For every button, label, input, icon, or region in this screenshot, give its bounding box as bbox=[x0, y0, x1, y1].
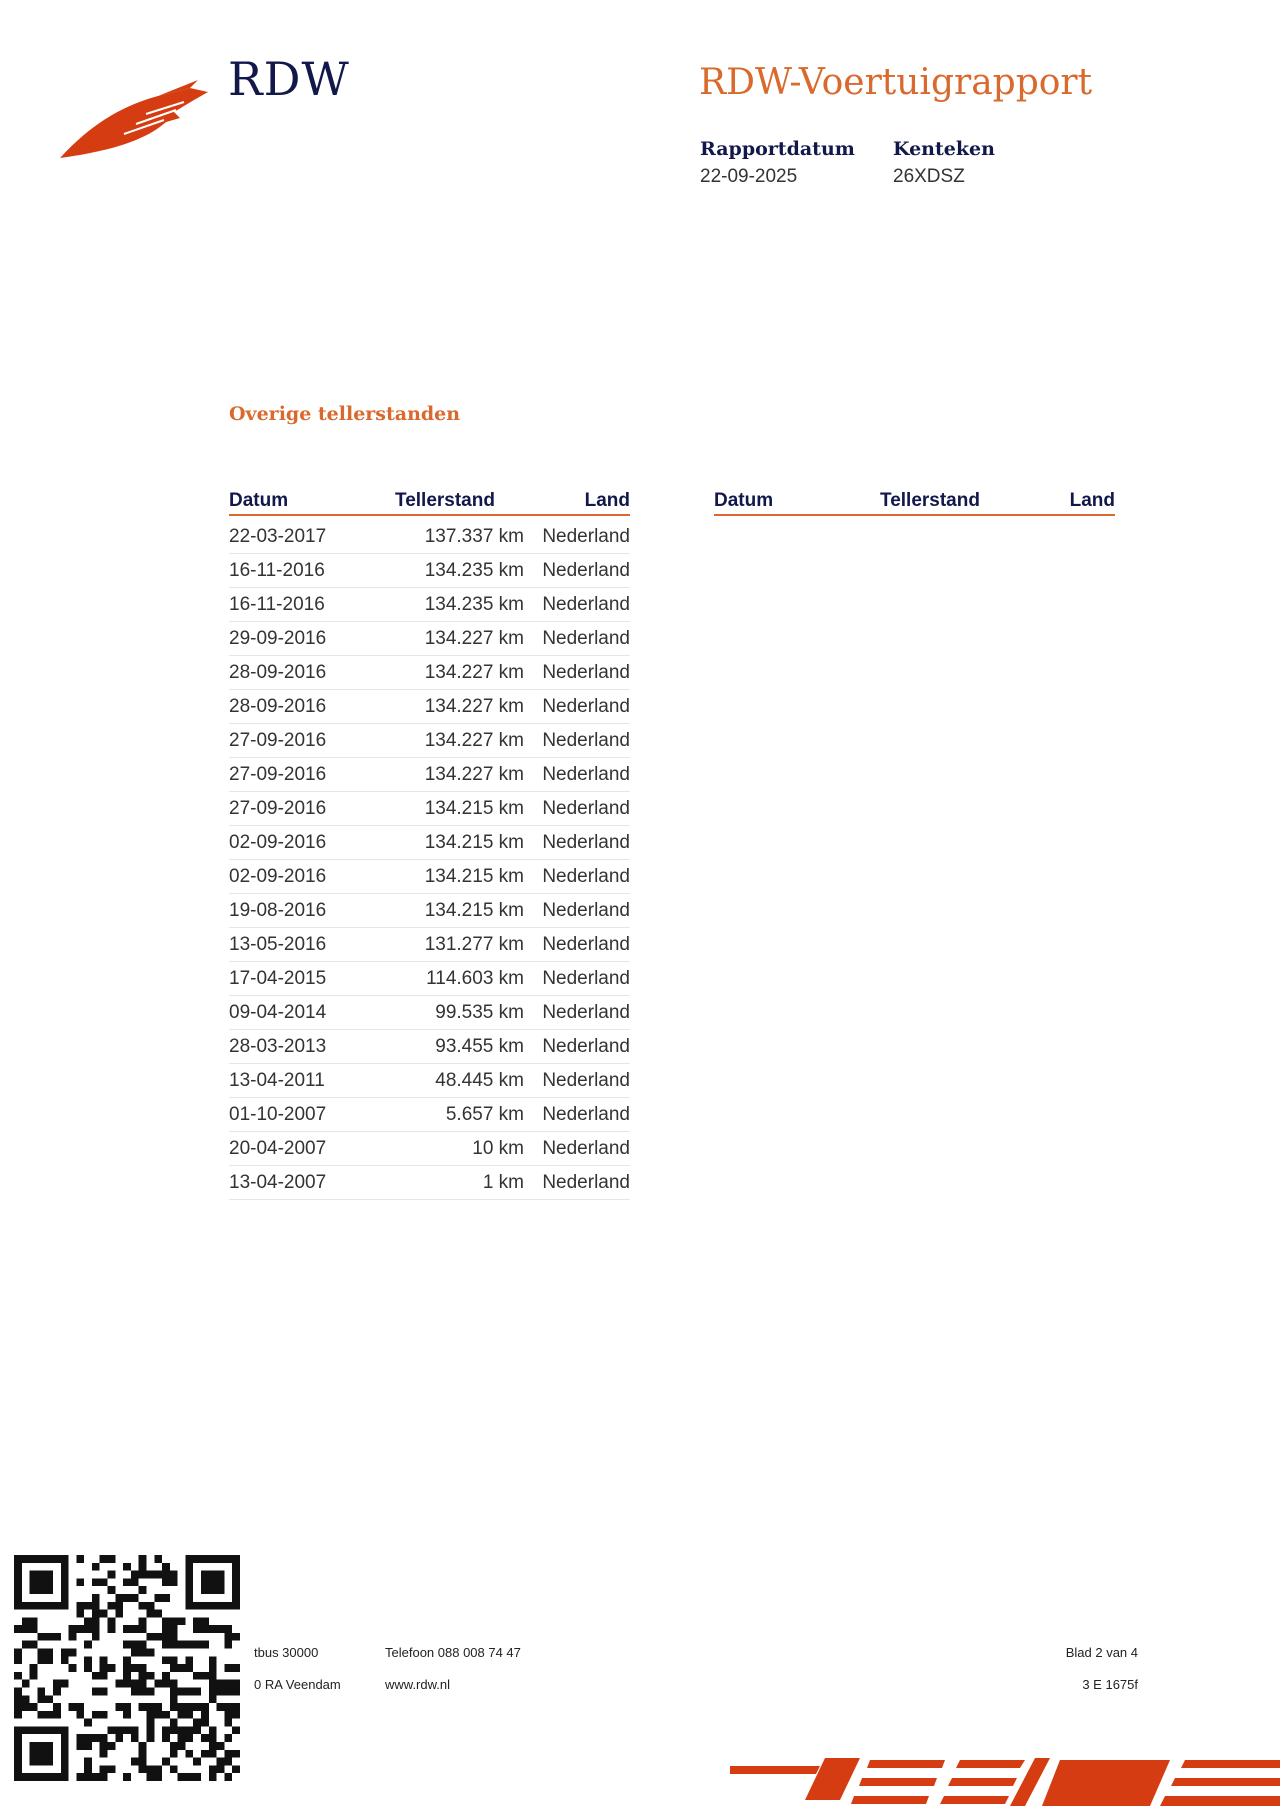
cell-country: Nederland bbox=[542, 865, 630, 887]
cell-country: Nederland bbox=[542, 525, 630, 547]
cell-date: 28-03-2013 bbox=[229, 1035, 327, 1057]
cell-reading: 134.235 km bbox=[424, 593, 524, 615]
cell-country: Nederland bbox=[542, 593, 630, 615]
cell-reading: 10 km bbox=[472, 1137, 524, 1159]
cell-reading: 48.445 km bbox=[435, 1069, 524, 1091]
cell-reading: 134.227 km bbox=[424, 627, 524, 649]
cell-country: Nederland bbox=[542, 831, 630, 853]
cell-reading: 93.455 km bbox=[435, 1035, 524, 1057]
cell-date: 16-11-2016 bbox=[229, 559, 325, 581]
table-row bbox=[229, 996, 630, 1030]
table-row bbox=[229, 554, 630, 588]
cell-reading: 134.215 km bbox=[424, 797, 524, 819]
table-row bbox=[229, 622, 630, 656]
cell-reading: 99.535 km bbox=[435, 1001, 524, 1023]
table-row bbox=[229, 1064, 630, 1098]
table-row bbox=[229, 1166, 630, 1200]
cell-date: 27-09-2016 bbox=[229, 797, 327, 819]
report-date-label: Rapportdatum bbox=[700, 138, 855, 160]
section-title: Overige tellerstanden bbox=[229, 403, 461, 425]
cell-reading: 131.277 km bbox=[424, 933, 524, 955]
cell-country: Nederland bbox=[542, 559, 630, 581]
cell-date: 19-08-2016 bbox=[229, 899, 327, 921]
cell-country: Nederland bbox=[542, 661, 630, 683]
column-header-country: Land bbox=[584, 490, 630, 511]
cell-date: 09-04-2014 bbox=[229, 1001, 327, 1023]
cell-date: 29-09-2016 bbox=[229, 627, 327, 649]
footer-city: 0 RA Veendam bbox=[254, 1677, 341, 1692]
table-row bbox=[229, 656, 630, 690]
table-row bbox=[229, 588, 630, 622]
odometer-table bbox=[229, 488, 630, 1200]
cell-date: 28-09-2016 bbox=[229, 661, 327, 683]
footer-postbus: tbus 30000 bbox=[254, 1645, 319, 1660]
cell-date: 01-10-2007 bbox=[229, 1103, 327, 1125]
cell-date: 02-09-2016 bbox=[229, 831, 327, 853]
rdw-logo-icon bbox=[58, 78, 208, 162]
cell-reading: 1 km bbox=[482, 1171, 524, 1193]
cell-country: Nederland bbox=[542, 627, 630, 649]
table-row bbox=[229, 758, 630, 792]
column-header-date: Datum bbox=[229, 490, 289, 511]
footer-phone: Telefoon 088 008 74 47 bbox=[385, 1645, 521, 1660]
cell-country: Nederland bbox=[542, 1137, 630, 1159]
cell-country: Nederland bbox=[542, 933, 630, 955]
cell-date: 27-09-2016 bbox=[229, 729, 327, 751]
column-header-country: Land bbox=[1069, 490, 1115, 511]
column-header-date: Datum bbox=[714, 490, 774, 511]
cell-date: 27-09-2016 bbox=[229, 763, 327, 785]
table-row bbox=[229, 860, 630, 894]
cell-country: Nederland bbox=[542, 797, 630, 819]
cell-country: Nederland bbox=[542, 967, 630, 989]
table-row bbox=[229, 962, 630, 996]
cell-reading: 134.215 km bbox=[424, 899, 524, 921]
footer-website-link[interactable]: www.rdw.nl bbox=[385, 1677, 451, 1692]
cell-country: Nederland bbox=[542, 1069, 630, 1091]
cell-country: Nederland bbox=[542, 1171, 630, 1193]
footer-page-number: Blad 2 van 4 bbox=[1065, 1645, 1138, 1660]
cell-country: Nederland bbox=[542, 899, 630, 921]
cell-date: 16-11-2016 bbox=[229, 593, 325, 615]
cell-date: 22-03-2017 bbox=[229, 525, 327, 547]
brand-name: RDW bbox=[228, 52, 350, 106]
cell-country: Nederland bbox=[542, 1001, 630, 1023]
cell-reading: 134.227 km bbox=[424, 729, 524, 751]
table-row bbox=[229, 928, 630, 962]
cell-reading: 134.227 km bbox=[424, 695, 524, 717]
cell-date: 13-04-2011 bbox=[229, 1069, 325, 1091]
cell-reading: 134.227 km bbox=[424, 661, 524, 683]
table-row bbox=[229, 1098, 630, 1132]
qr-code-icon bbox=[14, 1555, 240, 1781]
cell-date: 17-04-2015 bbox=[229, 967, 327, 989]
cell-country: Nederland bbox=[542, 1035, 630, 1057]
cell-date: 20-04-2007 bbox=[229, 1137, 327, 1159]
cell-reading: 137.337 km bbox=[424, 525, 524, 547]
table-row bbox=[229, 826, 630, 860]
cell-date: 13-04-2007 bbox=[229, 1171, 327, 1193]
cell-country: Nederland bbox=[542, 763, 630, 785]
odometer-table-continued bbox=[714, 488, 1115, 516]
cell-reading: 134.227 km bbox=[424, 763, 524, 785]
table-row bbox=[229, 1132, 630, 1166]
cell-country: Nederland bbox=[542, 1103, 630, 1125]
cell-reading: 114.603 km bbox=[426, 967, 524, 989]
cell-reading: 134.235 km bbox=[424, 559, 524, 581]
plate-value: 26XDSZ bbox=[893, 166, 965, 187]
plate-label: Kenteken bbox=[893, 138, 995, 160]
cell-date: 13-05-2016 bbox=[229, 933, 327, 955]
table-row bbox=[229, 1030, 630, 1064]
cell-country: Nederland bbox=[542, 729, 630, 751]
column-header-reading: Tellerstand bbox=[880, 490, 980, 511]
report-date-value: 22-09-2025 bbox=[700, 166, 798, 187]
cell-date: 28-09-2016 bbox=[229, 695, 327, 717]
footer-document-code: 3 E 1675f bbox=[1082, 1677, 1138, 1692]
document-title: RDW-Voertuigrapport bbox=[699, 62, 1093, 103]
cell-reading: 134.215 km bbox=[424, 831, 524, 853]
table-header bbox=[714, 488, 1115, 516]
table-row bbox=[229, 894, 630, 928]
decorative-stripes-icon bbox=[730, 1740, 1280, 1812]
column-header-reading: Tellerstand bbox=[395, 490, 495, 511]
table-row bbox=[229, 520, 630, 554]
table-body bbox=[229, 516, 630, 1200]
table-row bbox=[229, 690, 630, 724]
table-row bbox=[229, 724, 630, 758]
cell-country: Nederland bbox=[542, 695, 630, 717]
cell-date: 02-09-2016 bbox=[229, 865, 327, 887]
table-row bbox=[229, 792, 630, 826]
cell-reading: 134.215 km bbox=[424, 865, 524, 887]
cell-reading: 5.657 km bbox=[445, 1103, 524, 1125]
table-header bbox=[229, 488, 630, 516]
